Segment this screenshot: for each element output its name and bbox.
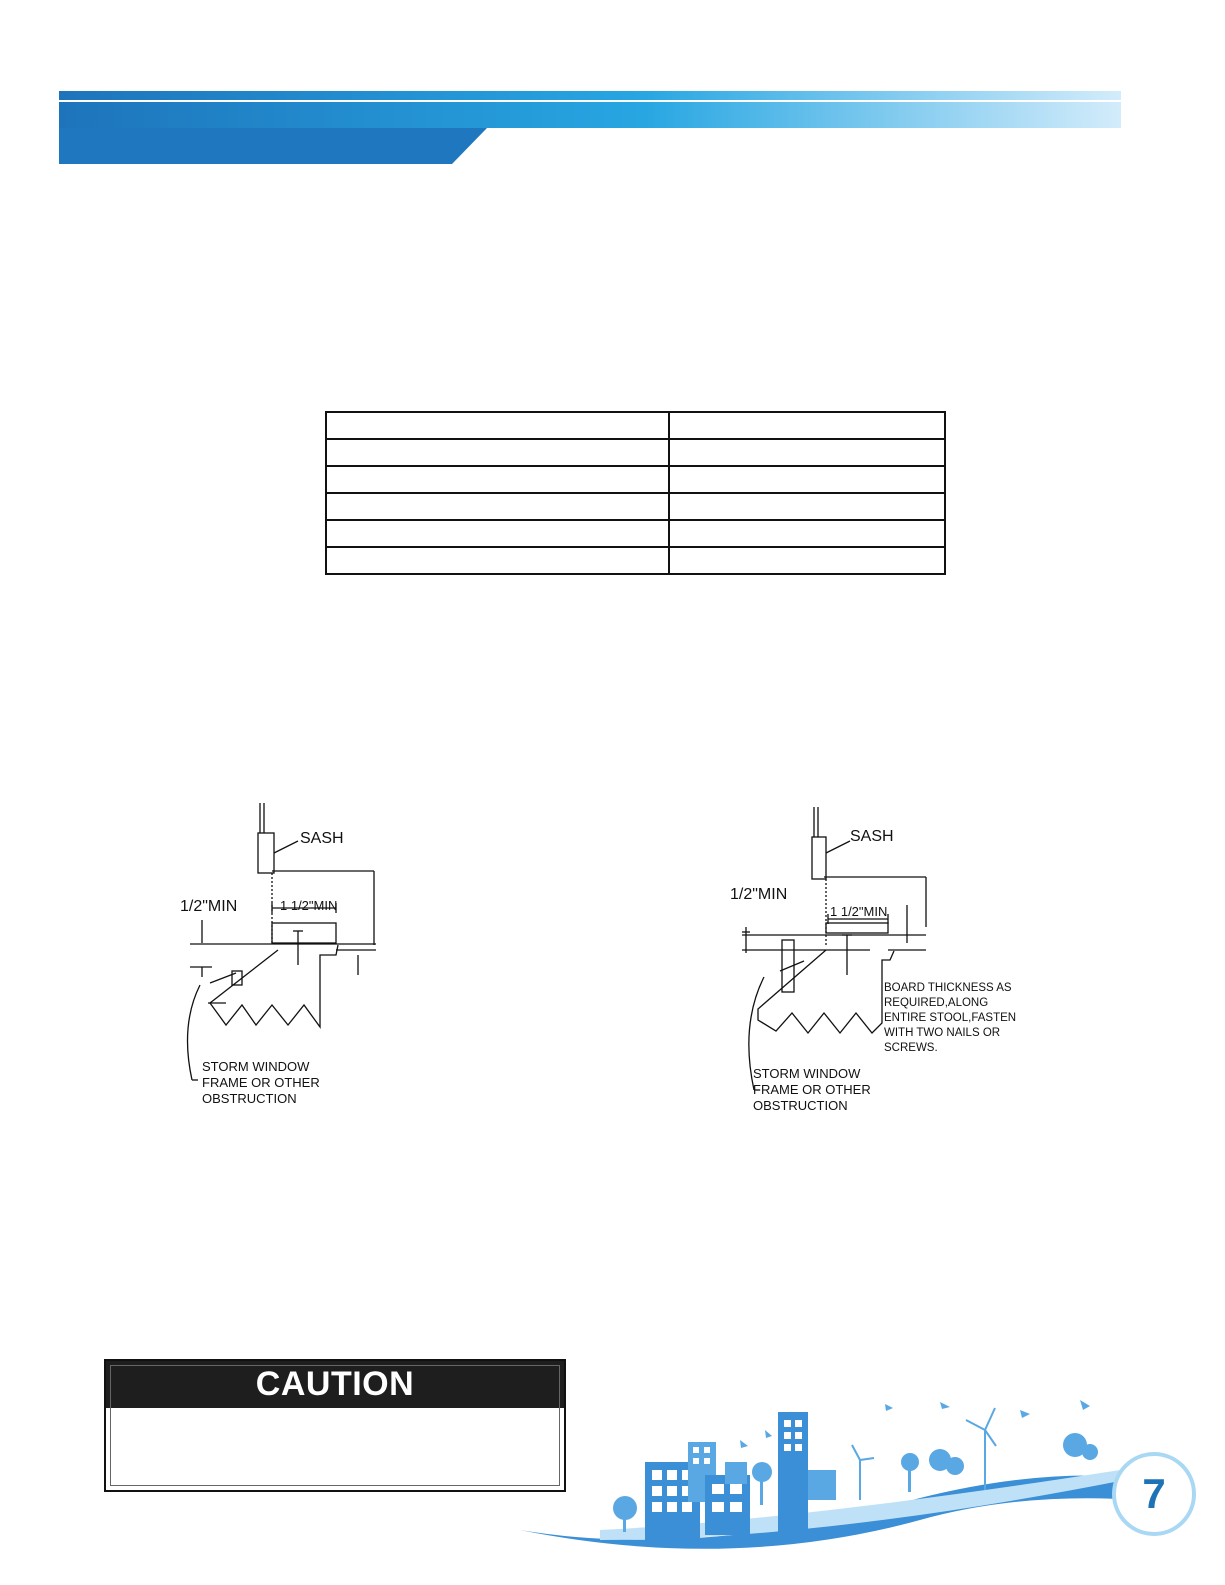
table-cell [326, 439, 669, 466]
sash-label: SASH [850, 828, 894, 845]
one-half-min-label: 1 1/2"MIN [280, 898, 338, 913]
storm-label-line2: FRAME OR OTHER [753, 1082, 871, 1097]
storm-label-line3: OBSTRUCTION [202, 1091, 297, 1106]
spec-table [325, 411, 946, 575]
board-label-line2: REQUIRED,ALONG [884, 997, 989, 1009]
table-cell [669, 520, 945, 547]
storm-label-line1: STORM WINDOW [753, 1066, 861, 1081]
header-banner [0, 0, 1225, 175]
board-label-line1: BOARD THICKNESS AS [884, 982, 1012, 994]
table-cell [669, 547, 945, 574]
board-label-line4: WITH TWO NAILS OR [884, 1027, 1001, 1039]
board-label-line3: ENTIRE STOOL,FASTEN [884, 1012, 1017, 1024]
table-cell [326, 547, 669, 574]
page-number-badge [1112, 1452, 1196, 1536]
table-cell [326, 493, 669, 520]
sash-label: SASH [300, 830, 344, 847]
table-cell [326, 466, 669, 493]
table-row [326, 466, 945, 493]
one-half-min-label: 1 1/2"MIN [830, 904, 888, 919]
page-number: 7 [1142, 1470, 1166, 1517]
storm-label-line2: FRAME OR OTHER [202, 1075, 320, 1090]
half-min-label: 1/2"MIN [730, 886, 788, 903]
table-row [326, 493, 945, 520]
half-min-label: 1/2"MIN [180, 898, 238, 915]
table-row [326, 439, 945, 466]
table-cell [669, 466, 945, 493]
diagram-left [150, 795, 450, 1115]
table-row [326, 412, 945, 439]
storm-label-line1: STORM WINDOW [202, 1059, 310, 1074]
diagram-right [720, 795, 1040, 1125]
board-label-line5: SCREWS. [884, 1042, 938, 1054]
storm-label-line3: OBSTRUCTION [753, 1098, 848, 1113]
table-cell [669, 439, 945, 466]
table-row [326, 520, 945, 547]
caution-box [104, 1359, 566, 1492]
table-cell [669, 412, 945, 439]
caution-title: CAUTION [106, 1361, 564, 1408]
table-cell [326, 520, 669, 547]
table-cell [669, 493, 945, 520]
table-cell [326, 412, 669, 439]
table-row [326, 547, 945, 574]
